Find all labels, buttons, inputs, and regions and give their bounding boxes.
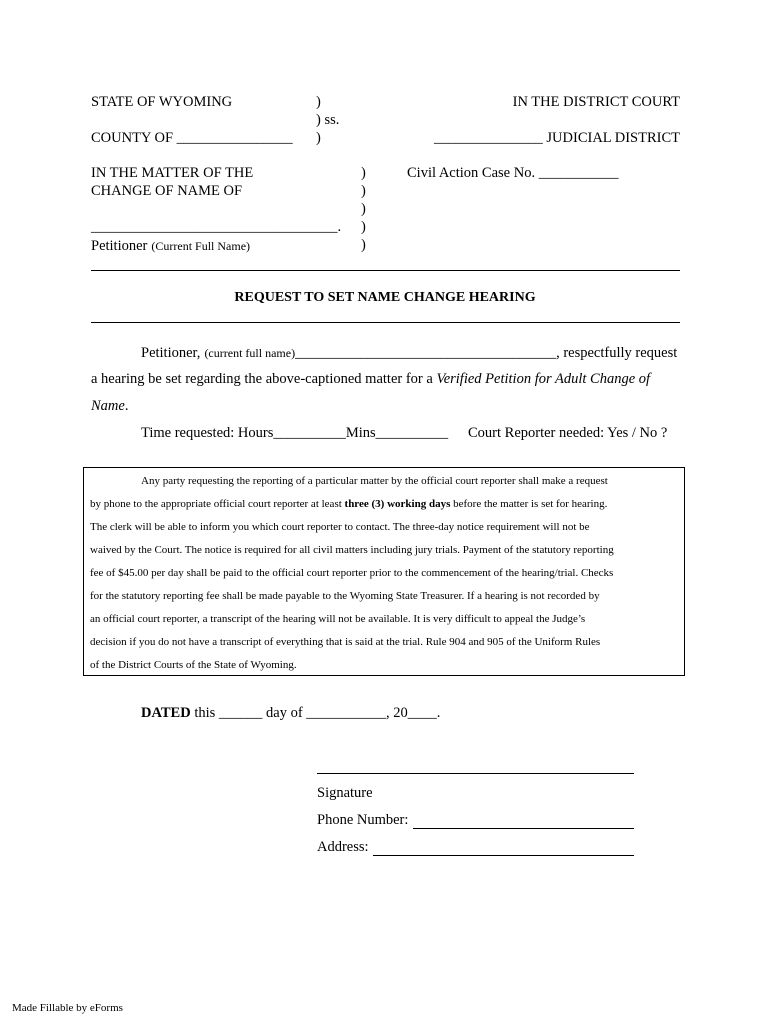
time-requested-field[interactable]: Time requested: Hours__________Mins__________: [141, 425, 449, 441]
ss-label: ) ss.: [316, 112, 340, 128]
matter-line-2: CHANGE OF NAME OF: [91, 183, 243, 199]
petitioner-note: (Current Full Name): [151, 239, 251, 253]
petitioner-text: Petitioner,: [141, 345, 201, 361]
divider-bottom: [91, 322, 680, 323]
petition-title-end: Name: [91, 398, 125, 414]
signature-line[interactable]: [317, 773, 634, 774]
petitioner-caption-label: [91, 237, 250, 255]
judicial-district-field[interactable]: _______________ JUDICIAL DISTRICT: [434, 130, 680, 146]
notice-line: The clerk will be able to inform you which court reporter to contact. The three-day notice requirement will not be: [90, 521, 590, 533]
address-label: Address:: [317, 839, 369, 855]
phone-field[interactable]: [413, 828, 634, 829]
body-text: a hearing be set regarding the above-captioned matter for a: [91, 371, 437, 387]
body-line-3: [91, 398, 128, 415]
notice-line: fee of $45.00 per day shall be paid to the official court reporter prior to the commencement of the hearing/trial. Checks: [90, 567, 614, 579]
body-line-2: [91, 371, 650, 388]
current-name-field[interactable]: ____________________________________: [295, 345, 557, 361]
signature-label: Signature: [317, 785, 373, 801]
address-field[interactable]: [373, 855, 634, 856]
dated-field[interactable]: [141, 705, 440, 722]
notice-line: an official court reporter, a transcript of the hearing will not be available. It is very difficult to appeal the Judge’s: [90, 613, 586, 625]
notice-emphasis: three (3) working days: [344, 498, 451, 510]
period: .: [124, 398, 129, 414]
state-label: STATE OF WYOMING: [91, 94, 233, 110]
current-name-note: (current full name): [204, 346, 296, 360]
notice-line: of the District Courts of the State of Wyoming.: [90, 659, 297, 671]
petitioner-label: Petitioner: [91, 238, 148, 254]
respectfully-text: , respectfully request: [556, 345, 678, 361]
divider-top: [91, 270, 680, 271]
page-title: REQUEST TO SET NAME CHANGE HEARING: [234, 290, 536, 305]
court-reporter-field[interactable]: Court Reporter needed: Yes / No ?: [468, 425, 668, 441]
phone-label: Phone Number:: [317, 812, 409, 828]
petition-title: Verified Petition for Adult Change of: [436, 371, 651, 387]
notice-line: waived by the Court. The notice is required for all civil matters including jury trials. Payment of the statutory reporting: [90, 544, 614, 556]
notice-line: for the statutory reporting fee shall be made payable to the Wyoming State Treasurer. If a hearing is not recorded by: [90, 590, 600, 602]
county-field[interactable]: COUNTY OF ________________: [91, 130, 293, 146]
caption-paren: ): [316, 130, 321, 146]
notice-line: decision if you do not have a transcript of everything that is said at the trial. Rule 904 and 905 of the Uniform Rules: [90, 636, 601, 648]
dated-label: DATED: [141, 705, 191, 721]
notice-line: by phone to the appropriate official court reporter at least three (3) working days before the matter is set for hearing.: [90, 498, 608, 510]
court-label: IN THE DISTRICT COURT: [512, 94, 680, 110]
case-number-field[interactable]: Civil Action Case No. ___________: [407, 165, 619, 181]
caption-paren: ): [361, 219, 366, 235]
caption-paren: ): [361, 201, 366, 217]
notice-line: Any party requesting the reporting of a particular matter by the official court reporter shall make a request: [141, 475, 608, 487]
caption-paren: ): [361, 183, 366, 199]
caption-paren: ): [361, 165, 366, 181]
notice-box: [83, 467, 685, 676]
petitioner-name-field[interactable]: __________________________________.: [91, 219, 342, 235]
footer-text: Made Fillable by eForms: [12, 1002, 123, 1014]
matter-line-1: IN THE MATTER OF THE: [91, 165, 254, 181]
caption-paren: ): [361, 237, 366, 253]
caption-paren: ): [316, 94, 321, 110]
body-line-1: [141, 344, 677, 362]
dated-blanks: this ______ day of ___________, 20____.: [190, 705, 441, 721]
